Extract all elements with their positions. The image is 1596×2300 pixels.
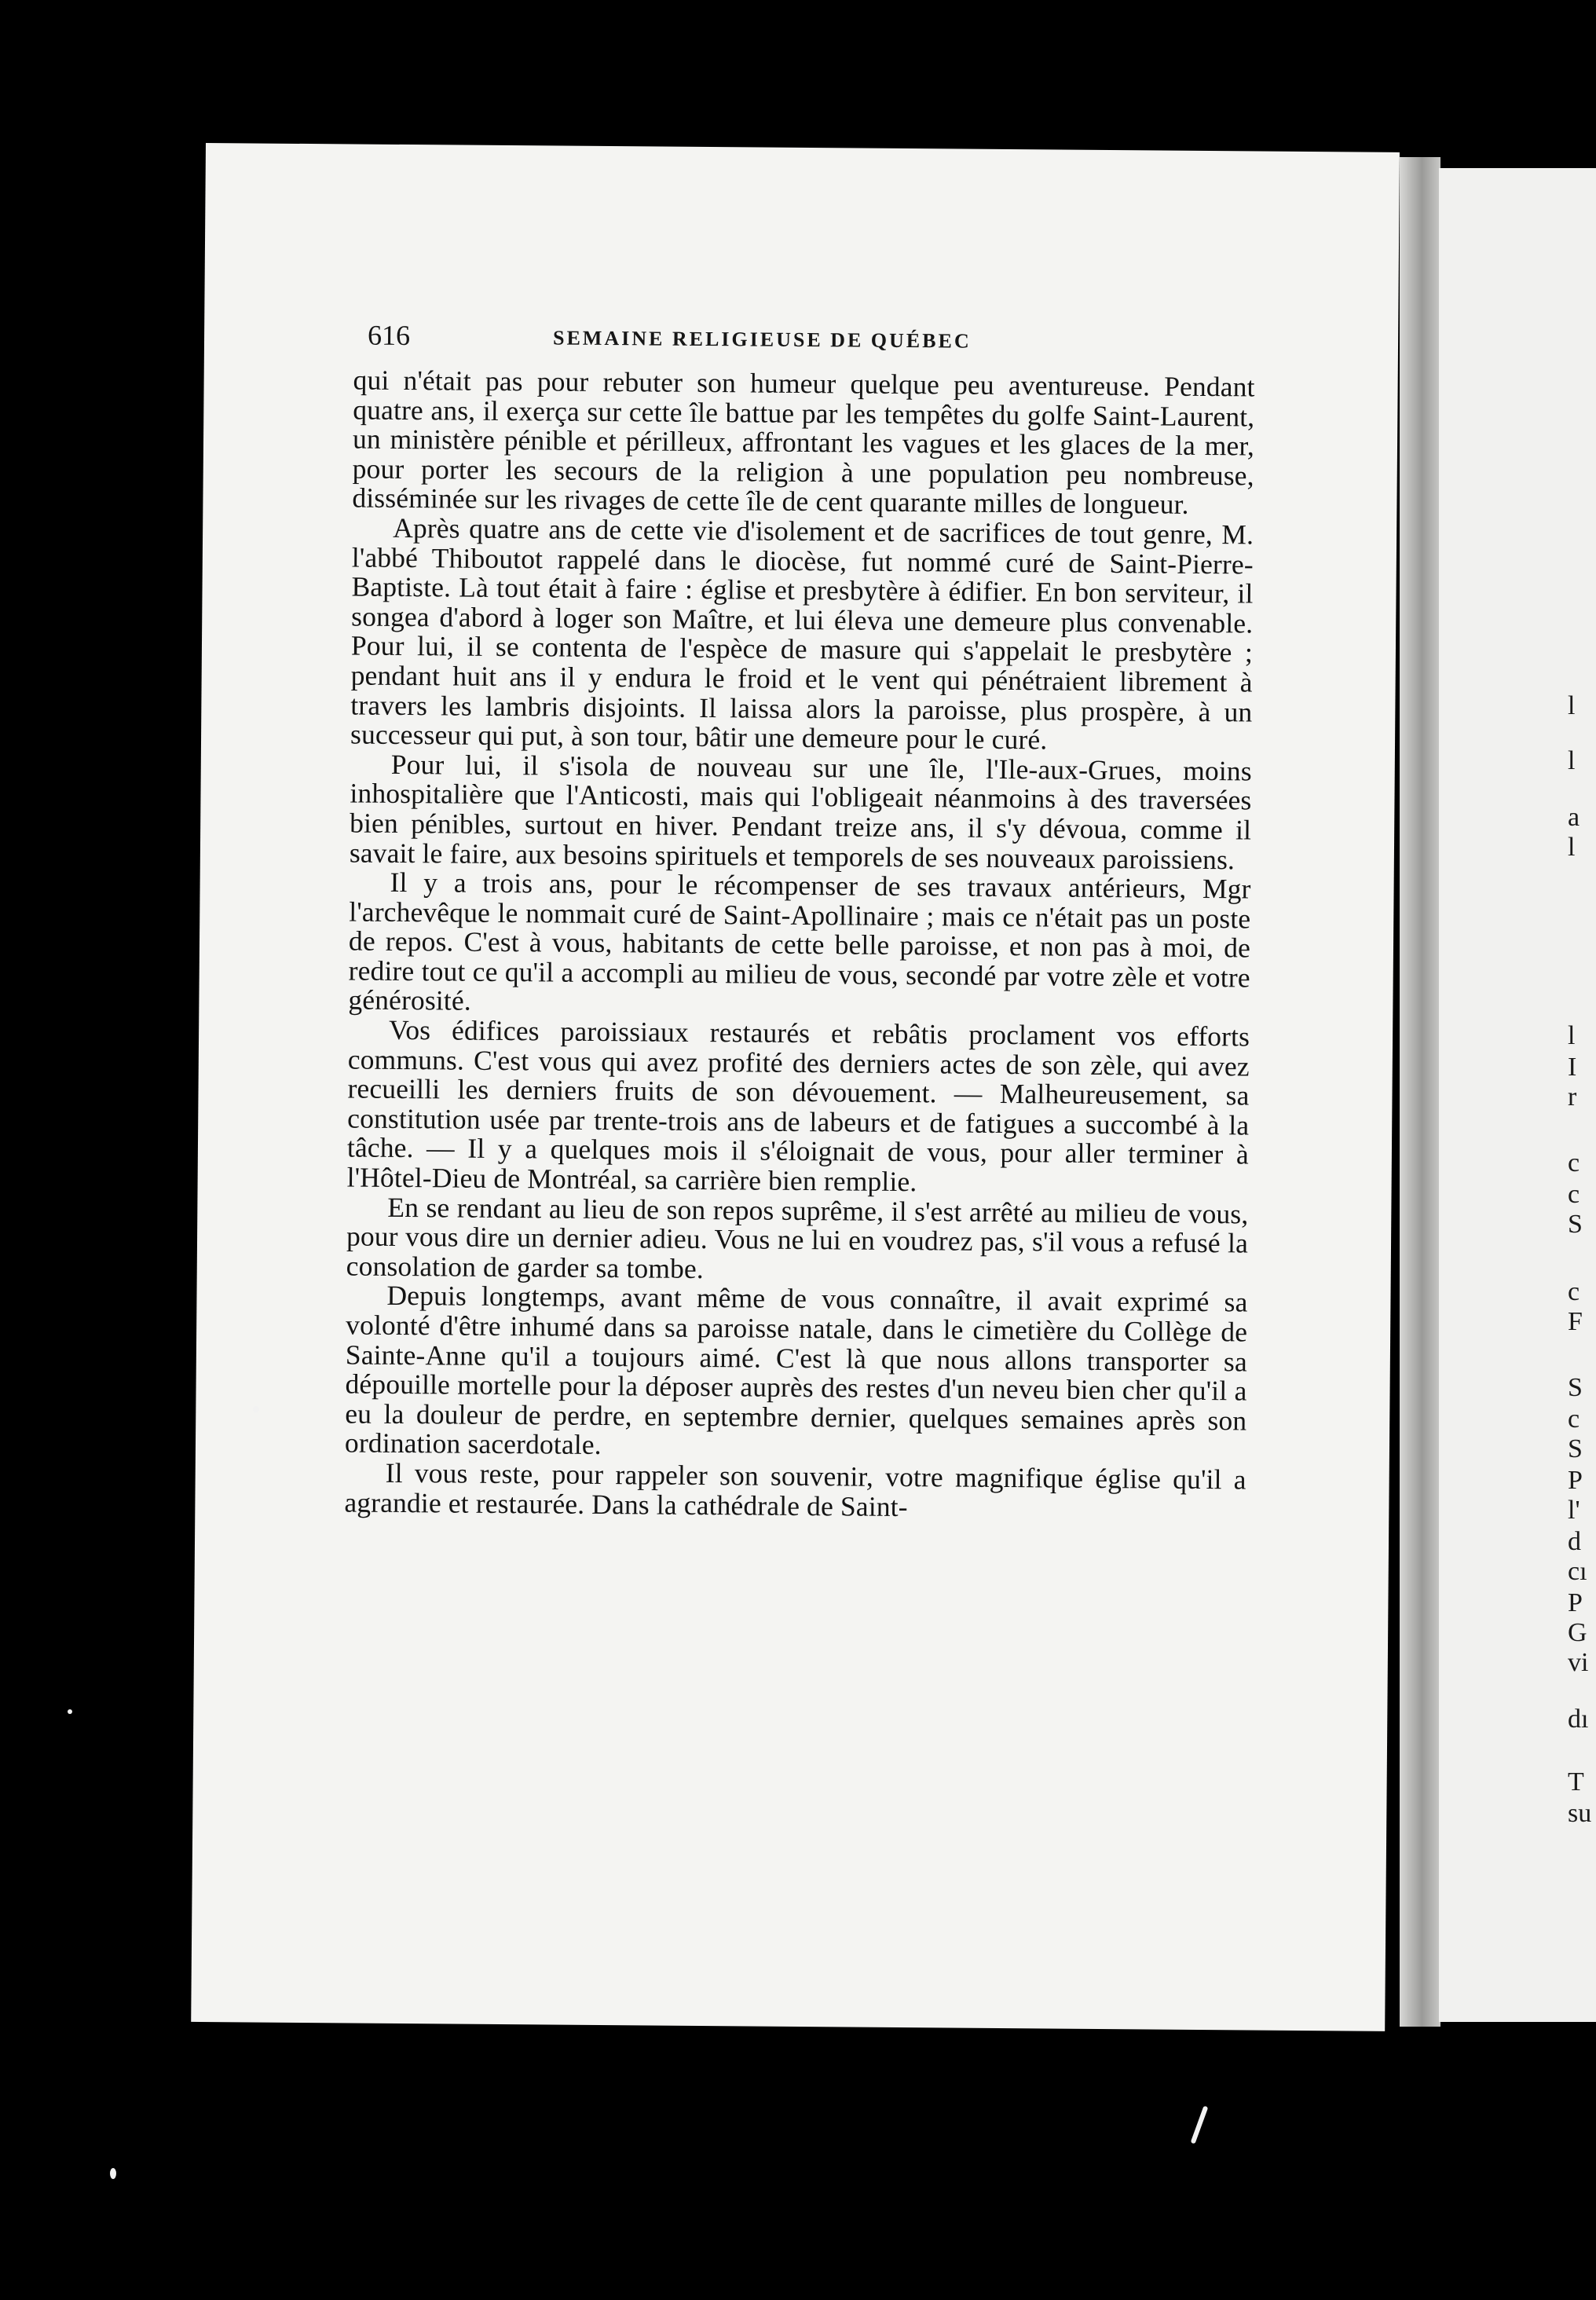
right-fragment: F xyxy=(1568,1307,1583,1336)
right-fragment: c xyxy=(1568,1148,1580,1177)
right-fragment: l xyxy=(1568,746,1576,775)
book-page xyxy=(191,143,1400,2031)
right-fragment: P xyxy=(1568,1588,1583,1617)
paragraph: Il vous reste, pour rappeler son souvenir, votre magnifique église qu'il a agrandie et restaurée. Dans la cathédrale de Saint- xyxy=(344,1456,1246,1522)
right-fragment: P xyxy=(1568,1466,1583,1495)
right-fragment: S xyxy=(1568,1210,1583,1239)
right-fragment: r xyxy=(1568,1082,1577,1112)
scan-speck xyxy=(68,1709,72,1714)
right-fragment: I xyxy=(1568,1053,1577,1082)
right-fragment: S xyxy=(1568,1434,1583,1463)
right-fragment: l xyxy=(1568,691,1576,720)
right-fragment: l xyxy=(1568,833,1576,862)
scan-speck xyxy=(253,1406,259,1412)
right-fragment: c xyxy=(1568,1405,1580,1434)
right-fragment: T xyxy=(1568,1767,1584,1796)
paragraph: Il y a trois ans, pour le récompenser de ses travaux antérieurs, Mgr l'archevêque le nommait curé de Saint-Apollinaire ; mais ce n'était pas un poste de repos. C'est à vous, habitants de cette belle paroisse, et non pas à moi, de redire tout ce qu'il a accompli au milieu de vous, secondé par votre zèle et votre générosité. xyxy=(348,866,1251,1017)
right-fragment: c xyxy=(1568,1180,1580,1209)
right-fragment: c xyxy=(1568,1277,1580,1306)
paragraph: Depuis longtemps, avant même de vous connaître, il avait exprimé sa volonté d'être inhumé dans sa paroisse natale, dans le cimetière du Collège de Sainte-Anne qu'il a toujours aimé. C'est là que nous allons transporter sa dépouille mortelle pour la déposer auprès des restes d'un neveu bien cher qu'il a eu la douleur de perdre, en septembre dernier, quelques semaines après son ordination sacerdotale. xyxy=(344,1280,1248,1461)
right-fragment: a xyxy=(1568,803,1580,832)
right-fragment: cı xyxy=(1568,1557,1587,1586)
page-body xyxy=(344,365,1254,1524)
right-fragment: l' xyxy=(1568,1496,1580,1525)
running-head: SEMAINE RELIGIEUSE DE QUÉBEC xyxy=(552,326,972,353)
scan-speck xyxy=(110,2168,116,2179)
book-gutter xyxy=(1400,157,1440,2027)
right-fragment: l xyxy=(1568,1021,1576,1050)
right-fragment: su xyxy=(1568,1799,1592,1828)
paragraph: Vos édifices paroissiaux restaurés et rebâtis proclament vos efforts communs. C'est vous qui avez profité des derniers actes de son zèle, qui avez recueilli les derniers fruits de son dévouement. — Malheureusement, sa constitution usée par trente-trois ans de labeurs et de fatigues a succombé à la tâche. — Il y a quelques mois il s'éloignait de vous, pour aller terminer à l'Hôtel-Dieu de Montréal, sa carrière bien remplie. xyxy=(346,1013,1250,1198)
paragraph: Pour lui, il s'isola de nouveau sur une île, l'Ile-aux-Grues, moins inhospitalière que l'Anticosti, mais qui l'obligeait néanmoins à des traversées bien pénibles, surtout en hiver. Pendant treize ans, il s'y dévoua, comme il savait le faire, aux besoins spirituels et temporels de ses nouveaux paroissiens. xyxy=(349,748,1252,875)
right-fragment: S xyxy=(1568,1373,1583,1402)
right-fragment: G xyxy=(1568,1618,1587,1647)
scan-speck xyxy=(1191,2105,1209,2144)
page-number: 616 xyxy=(367,319,411,352)
paragraph: qui n'était pas pour rebuter son humeur quelque peu aventureuse. Pendant quatre ans, il exerça sur cette île battue par les tempêtes du golfe Saint-Laurent, un ministère pénible et périlleux, affrontant les vagues et les glaces de la mer, pour porter les secours de la religion à une population peu nombreuse, disséminée sur les rivages de cette île de cent quarante milles de longueur. xyxy=(352,364,1255,521)
right-fragment: dı xyxy=(1568,1705,1589,1734)
paragraph: Après quatre ans de cette vie d'isolement et de sacrifices de tout genre, M. l'abbé Thiboutot rappelé dans le diocèse, fut nommé curé de Saint-Pierre-Baptiste. Là tout était à faire : église et presbytère à édifier. En bon serviteur, il songea d'abord à loger son Maître, et lui éleva une demeure plus convenable. Pour lui, il se contenta de l'espèce de masure qui s'appelait le presbytère ; pendant huit ans il y endura le froid et le vent qui pénétraient librement à travers les lambris disjoints. Il laissa alors la paroisse, plus prospère, à un successeur qui put, à son tour, bâtir une demeure pour le curé. xyxy=(350,511,1254,756)
right-fragment: vi xyxy=(1568,1648,1589,1677)
paragraph: En se rendant au lieu de son repos suprême, il s'est arrêté au milieu de vous, pour vous dire un dernier adieu. Vous ne lui en voudrez pas, s'il vous a refusé la consolation de garder sa tombe. xyxy=(346,1191,1249,1284)
right-fragment: d xyxy=(1568,1527,1581,1556)
